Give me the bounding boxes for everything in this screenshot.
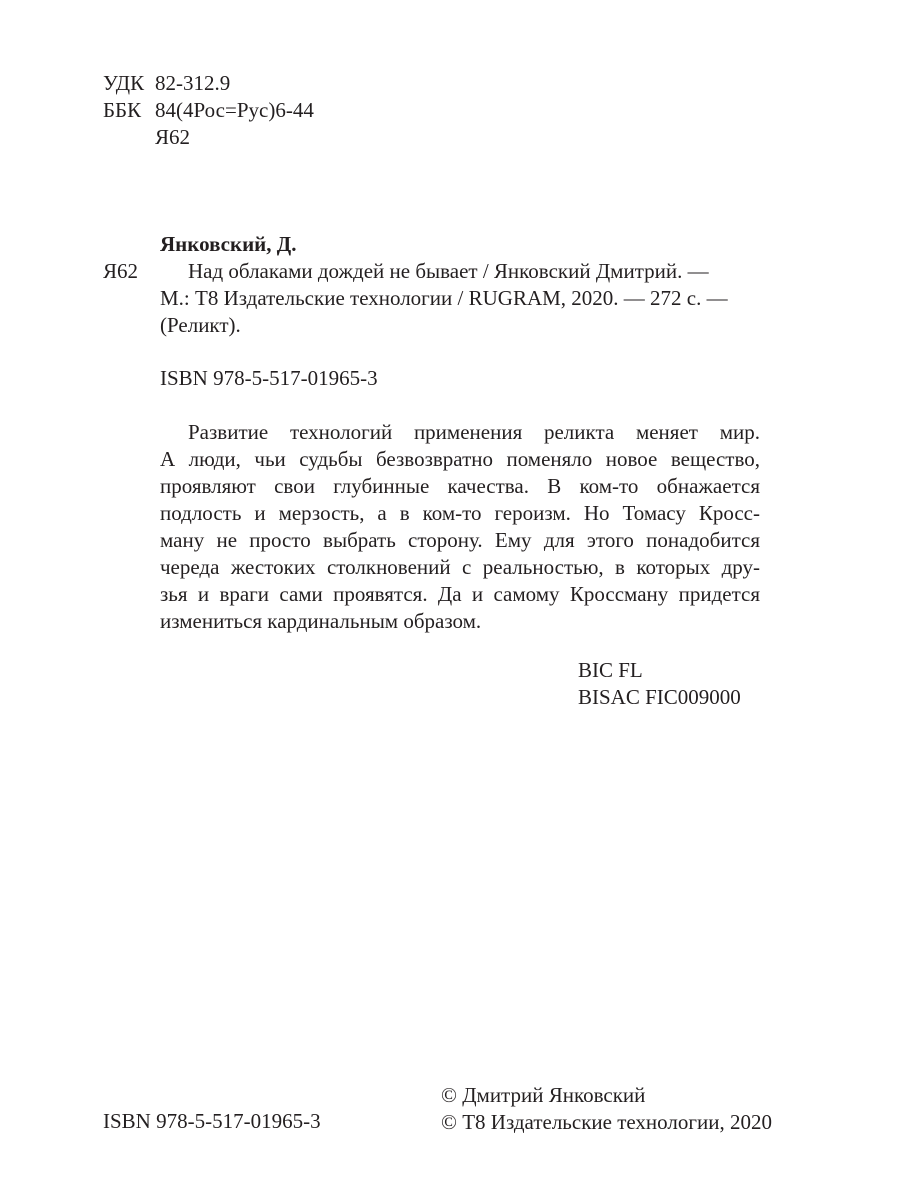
annotation-paragraph xyxy=(160,419,760,635)
annotation-line: зья и враги сами проявятся. Да и самому Кроссману придется xyxy=(160,582,760,606)
isbn-footer: ISBN 978-5-517-01965-3 xyxy=(103,1109,321,1133)
annotation-line: подлость и мерзость, а в ком-то героизм. Но Томасу Кросс- xyxy=(160,501,760,525)
annotation-line: измениться кардинальным образом. xyxy=(160,609,482,633)
annotation-line: проявляют свои глубинные качества. В ком-то обнажается xyxy=(160,474,760,498)
annotation-line: череда жестоких столкновений с реальностью, в которых дру- xyxy=(160,555,760,579)
bisac-code: BISAC FIC009000 xyxy=(578,685,741,709)
bbk-line xyxy=(103,97,314,124)
isbn-main: ISBN 978-5-517-01965-3 xyxy=(160,366,378,390)
udk-value: 82-312.9 xyxy=(155,71,231,95)
author-mark-left: Я62 xyxy=(103,259,139,283)
description-line: Над облаками дождей не бывает / Янковский Дмитрий. — xyxy=(188,259,709,283)
annotation-line: ману не просто выбрать сторону. Ему для этого понадобится xyxy=(160,528,760,552)
udk-line xyxy=(103,70,314,97)
subject-codes xyxy=(578,657,741,711)
copyright-block xyxy=(441,1082,772,1136)
udk-label: УДК xyxy=(103,71,145,95)
copyright-publisher: © Т8 Издательские технологии, 2020 xyxy=(441,1110,772,1134)
classification-block xyxy=(103,70,314,151)
description-line: М.: Т8 Издательские технологии / RUGRAM, 2020. — 272 с. — xyxy=(160,286,728,310)
author-heading: Янковский, Д. xyxy=(160,232,297,256)
bbk-value: 84(4Рос=Рус)6-44 xyxy=(155,98,314,122)
description-line: (Реликт). xyxy=(160,313,241,337)
author-mark-top: Я62 xyxy=(155,125,191,149)
bbk-label: ББК xyxy=(103,98,142,122)
copyright-author: © Дмитрий Янковский xyxy=(441,1083,646,1107)
annotation-line: Развитие технологий применения реликта меняет мир. xyxy=(188,420,760,444)
bic-code: BIC FL xyxy=(578,658,643,682)
annotation-line: А люди, чьи судьбы безвозвратно поменяло новое вещество, xyxy=(160,447,760,471)
bibliographic-description xyxy=(160,258,760,339)
